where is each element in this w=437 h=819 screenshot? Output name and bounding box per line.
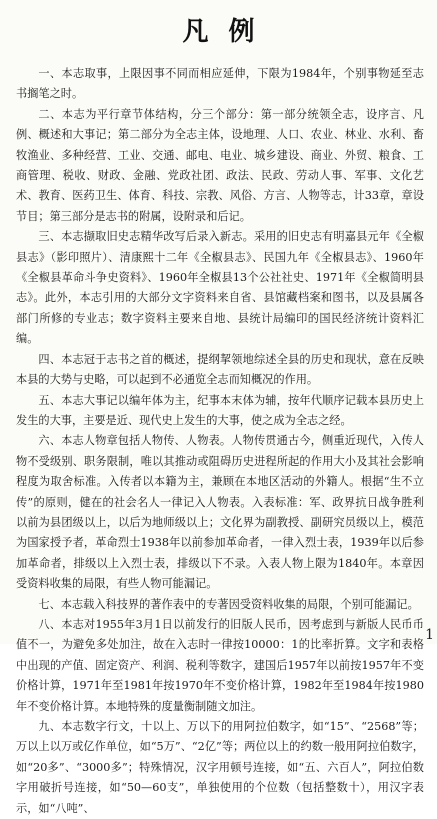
- paragraph-5: 五、本志大事记以编年体为主，纪事本末体为辅，按年代顺序记载本县历史上发生的大事，主要是近、现代史上发生的大事，使之成为全志之经。: [16, 393, 424, 427]
- page-edge-mark: 1: [425, 627, 434, 643]
- paragraph-1: 一、本志取事，上限因事不同而相应延伸，下限为1984年，个别事物延至志书搁笔之时。: [16, 67, 424, 101]
- paragraph-7: 七、本志载入科技界的著作表中的专著因受资料收集的局限，个别可能漏记。: [38, 597, 419, 611]
- paragraph-4: 四、本志冠于志书之首的概述，提纲挈领地综述全县的历史和现状，意在反映本县的大势与史略，可以起到不必通览全志而知概况的作用。: [16, 352, 424, 387]
- paragraph-6: 六、本志人物章包括人物传、人物表。人物传贯通古今，侧重近现代，入传人物不受级别、职务限制，唯以其推动或阻碍历史进程所起的作用大小及其社会影响程度为取舍标准。入传者以本籍为主，兼顾在本地区活动的外籍人。根据“生不立传”的原则，健在的社会名人一律记入人物表。入表标准：军、政界抗日战争胜利以前为县团级以上，以后为地师级以上；文化界为副教授、副研究员级以上，模范为国家授予者，革命烈士1938年以前参加革命者，一律入烈士表，1939年以后参加革命者，排级以上入烈士表，排级以下不录。入表人物上限为1840年。本章因受资料收集的局限，有些人物可能漏记。: [16, 434, 424, 591]
- page-title: 凡例: [182, 17, 275, 47]
- paragraph-8: 八、本志对1955年3月1日以前发行的旧版人民币，因考虑到与新版人民币币值不一，为避免多处加注，故在入志时一律按10000：1的比率折算。文字和表格中出现的产值、固定资产、利润、税利等数字，建国后1957年以前按1957年不变价格计算，1971年至1981年按1970年不变价格计算，1982年至1984年按1980年不变价格计算。本地特殊的度量衡制随文加注。: [16, 617, 424, 713]
- paragraph-2: 二、本志为平行章节体结构，分三个部分：第一部分统领全志，设序言、凡例、概述和大事记；第二部分为全志主体，设地理、人口、农业、林业、水利、畜牧渔业、多种经营、工业、交通、邮电、电业、城乡建设、商业、外贸、粮食、工商管理、税收、财政、金融、党政社团、政法、民政、劳动人事、军事、文化艺术、教育、医药卫生、体育、科技、宗教、风俗、方言、人物等志，计33章，章设节目；第三部分是志书的附属，设附录和后记。: [16, 107, 424, 223]
- paragraph-3: 三、本志撷取旧史志精华改写后录入新志。采用的旧史志有明嘉县元年《全椒县志》（影印照片）、清康熙十二年《全椒县志》、民国九年《全椒县志》、1960年《全椒县革命斗争史资料》、1960年全椒县13个公社社史、1971年《全椒简明县志》。此外，本志引用的大部分文字资料来自省、县馆藏档案和图书，以及县属各部门所修的专业志；数字资料主要来自地、县统计局编印的国民经济统计资料汇编。: [16, 230, 424, 346]
- document-body: [16, 64, 424, 819]
- paragraph-9: 九、本志数字行文，十以上、万以下的用阿拉伯数字，如“15”、“2568”等；万以上以万或亿作单位，如“5万”、“2亿”等；两位以上的约数一般用阿拉伯数字，如“20多”、“3000多”；特殊情况，汉字用顿号连接，如“五、六百人”，阿拉伯数字用破折号连接，如“50—60支”，单独使用的个位数（包括整数十），用汉字表示，如“八吨”、: [16, 720, 424, 815]
